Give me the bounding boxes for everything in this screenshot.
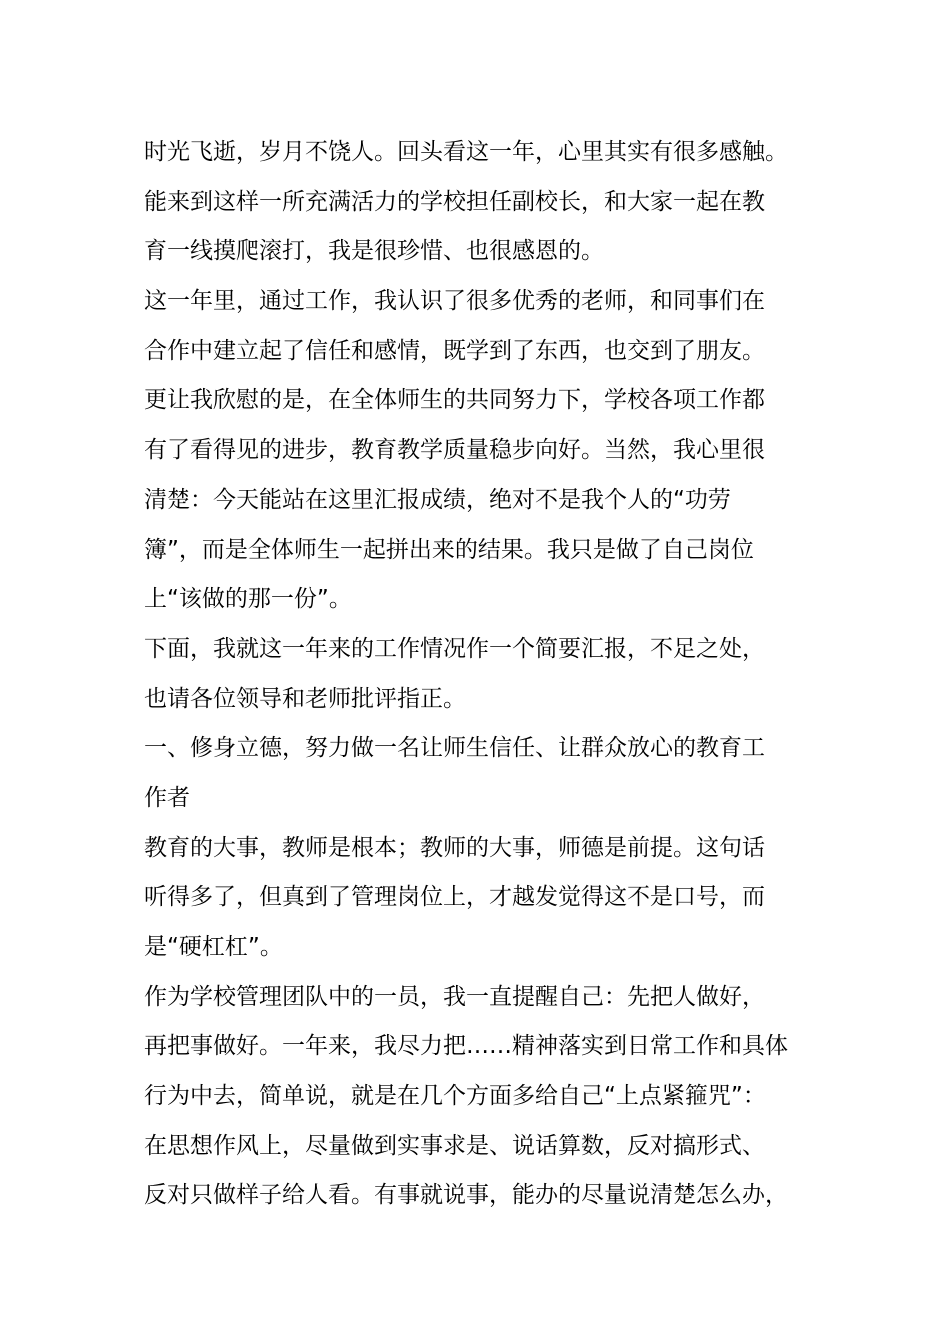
- text-line: 也请各位领导和老师批评指正。: [144, 685, 466, 712]
- document-body: [144, 128, 844, 1221]
- text-line: 簿”，而是全体师生一起拼出来的结果。我只是做了自己岗位: [144, 536, 754, 563]
- text-line: 下面，我就这一年来的工作情况作一个简要汇报，不足之处，: [144, 635, 765, 662]
- text-line: 这一年里，通过工作，我认识了很多优秀的老师，和同事们在: [144, 288, 765, 315]
- text-line: 反对只做样子给人看。有事就说事，能办的尽量说清楚怎么办，: [144, 1182, 788, 1209]
- text-line: 能来到这样一所充满活力的学校担任副校长，和大家一起在教: [144, 188, 765, 215]
- text-line: 在思想作风上，尽量做到实事求是、说话算数，反对搞形式、: [144, 1132, 765, 1159]
- section-heading: 一、修身立德，努力做一名让师生信任、让群众放心的教育工: [144, 735, 765, 762]
- text-line: 是“硬杠杠”。: [144, 934, 283, 960]
- text-line: 作为学校管理团队中的一员，我一直提醒自己：先把人做好，: [144, 983, 765, 1010]
- text-line: 育一线摸爬滚打，我是很珍惜、也很感恩的。: [144, 238, 604, 265]
- text-line: 更让我欣慰的是，在全体师生的共同努力下，学校各项工作都: [144, 387, 765, 414]
- section-heading: 作者: [144, 784, 190, 811]
- text-line: 听得多了，但真到了管理岗位上，才越发觉得这不是口号，而: [144, 884, 765, 911]
- text-line: 上“该做的那一份”。: [144, 586, 352, 613]
- text-line: 行为中去，简单说，就是在几个方面多给自己“上点紧箍咒”：: [144, 1083, 766, 1110]
- text-line: 有了看得见的进步，教育教学质量稳步向好。当然，我心里很: [144, 437, 765, 464]
- text-line: 时光飞逝，岁月不饶人。回头看这一年，心里其实有很多感触。: [144, 139, 788, 165]
- text-line: 合作中建立起了信任和感情，既学到了东西，也交到了朋友。: [144, 337, 765, 364]
- text-line: 清楚：今天能站在这里汇报成绩，绝对不是我个人的“功劳: [144, 486, 731, 513]
- text-line: 教育的大事，教师是根本；教师的大事，师德是前提。这句话: [144, 834, 765, 861]
- text-line: 再把事做好。一年来，我尽力把……精神落实到日常工作和具体: [144, 1033, 788, 1060]
